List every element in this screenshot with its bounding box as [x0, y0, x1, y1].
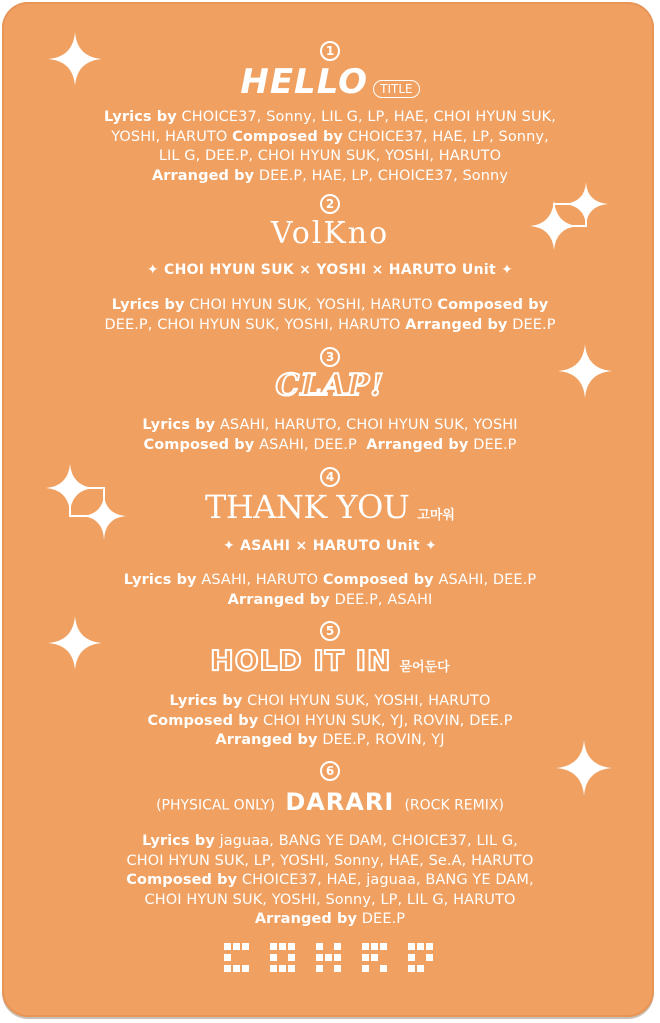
- track-5-credits: Lyrics by CHOI HYUN SUK, YOSHI, HARUTO Composed by CHOI HYUN SUK, YJ, ROVIN, DEE.P Arranged by DEE.P, ROVIN, YJ: [147, 693, 513, 748]
- track-3-title: CLAP!: [275, 368, 385, 403]
- track-3-credits: Lyrics by ASAHI, HARUTO, CHOI HYUN SUK, YOSHI Composed by ASAHI, DEE.P Arranged by DEE.P: [142, 417, 518, 453]
- track-2-unit: ✦ CHOI HYUN SUK × YOSHI × HARUTO Unit ✦: [146, 262, 514, 278]
- track-6-number: 6: [0, 760, 660, 781]
- track-1-number: 1: [0, 40, 660, 61]
- rock-remix-note: (ROCK REMIX): [404, 797, 504, 814]
- track-6-credits: Lyrics by jaguaa, BANG YE DAM, CHOICE37, LIL G, CHOI HYUN SUK, LP, YOSHI, Sonny, HAE, Se.A, HARUTO Composed by CHOICE37, HAE, jaguaa, BANG YE DAM, CHOI HYUN SUK, YOSHI, Sonny, LP, LIL G, HARUTO Arranged by DEE.P: [126, 833, 534, 927]
- dotted-logo-icon: [220, 941, 440, 975]
- track-1-credits: Lyrics by CHOICE37, Sonny, LIL G, LP, HAE, CHOI HYUN SUK, YOSHI, HARUTO Composed by CHOICE37, HAE, LP, Sonny, LIL G, DEE.P, CHOI HYUN SUK, YOSHI, HARUTO Arranged by DEE.P, HAE, LP, CHOICE37, Sonny: [103, 109, 557, 184]
- track-3-number: 3: [0, 346, 660, 367]
- title-tag: TITLE: [373, 80, 419, 98]
- track-4-unit: ✦ ASAHI × HARUTO Unit ✦: [222, 538, 438, 554]
- physical-only-note: (PHYSICAL ONLY): [156, 797, 276, 814]
- track-6-title: (PHYSICAL ONLY) DARARI (ROCK REMIX): [156, 788, 504, 816]
- track-4-credits: Lyrics by ASAHI, HARUTO Composed by ASAHI, DEE.P Arranged by DEE.P, ASAHI: [123, 572, 537, 608]
- track-1-title: HELLO TITLE: [0, 62, 660, 102]
- track-2-number: 2: [0, 193, 660, 214]
- track-5-title: HOLD IT IN 묻어둔다: [210, 644, 450, 677]
- track-4-number: 4: [0, 466, 660, 487]
- track-5-number: 5: [0, 620, 660, 641]
- track-5-title-ko: 묻어둔다: [399, 660, 450, 675]
- track-2-title: VolKno: [270, 216, 390, 251]
- track-2-credits: Lyrics by CHOI HYUN SUK, YOSHI, HARUTO Composed by DEE.P, CHOI HYUN SUK, YOSHI, HARUTO Arranged by DEE.P: [104, 297, 556, 333]
- track-4-title-ko: 고마워: [417, 508, 455, 523]
- track-4-title: THANK YOU 고마워: [205, 488, 455, 526]
